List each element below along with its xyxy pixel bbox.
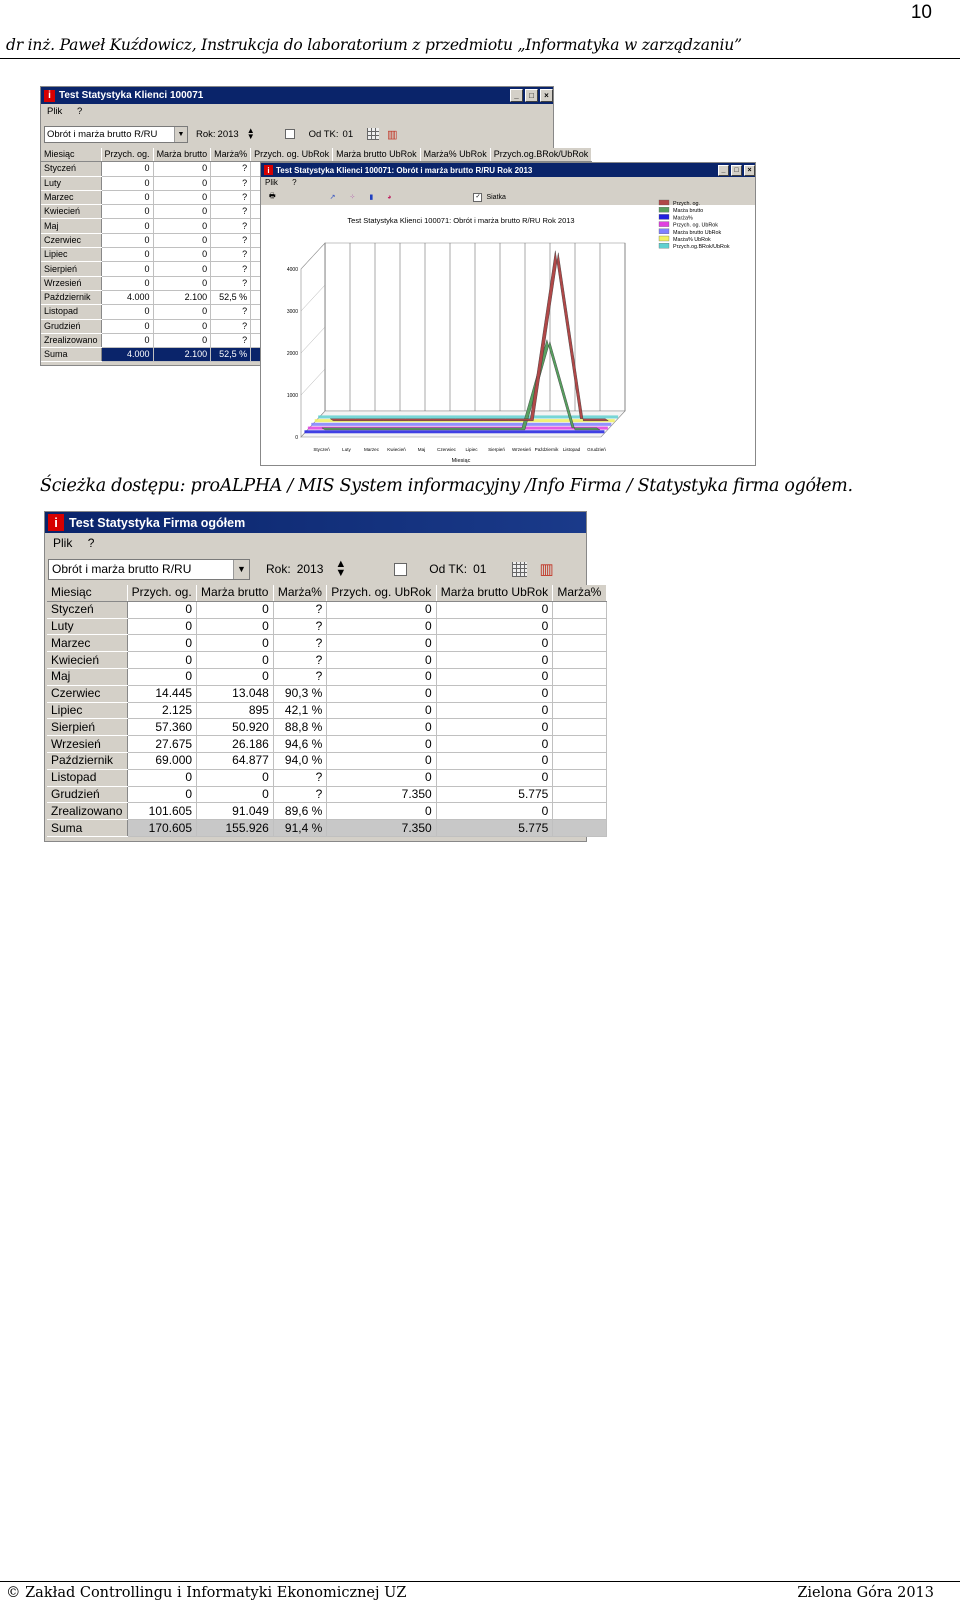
table-cell[interactable]: 2.100 bbox=[153, 290, 211, 304]
table-cell[interactable]: 0 bbox=[153, 219, 211, 233]
table-cell[interactable]: 57.360 bbox=[127, 719, 196, 736]
series-ribbon bbox=[311, 423, 611, 426]
legend-entry: Przych.og.BRok/UbRok bbox=[673, 244, 730, 251]
row-label: Czerwiec bbox=[47, 685, 127, 702]
row-label: Marzec bbox=[41, 190, 101, 204]
table-row[interactable] bbox=[47, 820, 607, 837]
table-cell[interactable]: ? bbox=[273, 652, 326, 669]
table-row[interactable] bbox=[47, 652, 607, 669]
x-tick-label: Marzec bbox=[363, 447, 380, 452]
arrow-up-icon[interactable]: ▲ bbox=[246, 125, 255, 135]
table-cell[interactable]: ? bbox=[211, 248, 251, 262]
row-label: Suma bbox=[47, 820, 127, 837]
table-cell[interactable] bbox=[553, 752, 607, 769]
column-header[interactable]: Marża% bbox=[211, 148, 251, 162]
menu-bar bbox=[45, 533, 586, 553]
app-info-icon: i bbox=[264, 165, 273, 175]
table-cell[interactable] bbox=[553, 803, 607, 820]
series-ribbon bbox=[318, 415, 618, 418]
table-cell[interactable]: 0 bbox=[101, 233, 153, 247]
table-cell[interactable]: 0 bbox=[197, 652, 274, 669]
table-cell[interactable]: ? bbox=[211, 333, 251, 347]
legend-swatch bbox=[659, 214, 669, 219]
row-label: Luty bbox=[41, 176, 101, 190]
bar-chart-icon[interactable]: ▮ bbox=[369, 194, 374, 201]
app-info-icon: i bbox=[44, 90, 55, 102]
table-cell[interactable]: 0 bbox=[436, 769, 553, 786]
x-tick-label: Sierpień bbox=[488, 447, 505, 452]
siatka-checkbox[interactable]: ✓ bbox=[475, 193, 481, 200]
arrow-down-icon[interactable]: ▼ bbox=[246, 132, 255, 141]
column-header[interactable]: Marża brutto bbox=[197, 585, 274, 601]
table-cell[interactable]: 52,5 % bbox=[211, 290, 251, 304]
chevron-down-icon[interactable]: ▼ bbox=[233, 560, 249, 579]
table-cell[interactable]: 0 bbox=[153, 205, 211, 219]
table-cell[interactable]: 0 bbox=[327, 769, 436, 786]
table-cell[interactable]: 0 bbox=[153, 248, 211, 262]
menu-plik[interactable]: Plik bbox=[53, 536, 73, 550]
y-tick-label: 3000 bbox=[286, 309, 298, 315]
table-cell[interactable]: ? bbox=[273, 668, 326, 685]
row-label: Maj bbox=[47, 668, 127, 685]
legend-entry: Marża% bbox=[673, 215, 693, 222]
rok-value: 2013 bbox=[296, 562, 324, 576]
row-label: Suma bbox=[41, 348, 101, 362]
table-view-icon[interactable] bbox=[512, 562, 527, 577]
column-header[interactable]: Miesiąc bbox=[47, 585, 127, 601]
odtk-label: Od TK: bbox=[429, 562, 468, 576]
table-cell[interactable]: 7.350 bbox=[327, 820, 436, 837]
column-header[interactable]: Marża brutto UbRok bbox=[333, 148, 421, 162]
table-cell[interactable]: 7.350 bbox=[327, 786, 436, 803]
legend-entry: Przych. og. bbox=[673, 201, 700, 207]
pie-chart-icon[interactable]: ◕ bbox=[387, 193, 392, 201]
year-spinner[interactable] bbox=[246, 125, 255, 141]
column-header[interactable]: Marża% bbox=[273, 585, 326, 601]
line-chart bbox=[261, 201, 755, 464]
x-tick-label: Lipiec bbox=[465, 447, 478, 452]
table-cell[interactable]: 0 bbox=[101, 219, 153, 233]
chart-view-icon[interactable]: ▥ bbox=[539, 561, 554, 578]
table-cell[interactable]: 27.675 bbox=[127, 736, 196, 753]
table-cell[interactable]: 0 bbox=[153, 333, 211, 347]
legend-entry: Przych. og. UbRok bbox=[673, 222, 718, 229]
table-cell[interactable]: 4.000 bbox=[101, 290, 153, 304]
minimize-button[interactable]: _ bbox=[718, 165, 729, 176]
legend-swatch bbox=[659, 207, 669, 212]
table-cell[interactable]: 170.605 bbox=[127, 820, 196, 837]
x-tick-label: Listopad bbox=[562, 447, 581, 452]
legend-swatch bbox=[659, 229, 669, 234]
table-cell[interactable]: 94,6 % bbox=[273, 736, 326, 753]
x-tick-label: Wrzesień bbox=[511, 447, 532, 452]
close-button[interactable]: × bbox=[540, 89, 553, 102]
table-cell[interactable]: 14.445 bbox=[127, 685, 196, 702]
table-cell[interactable] bbox=[553, 635, 607, 652]
table-cell[interactable]: 0 bbox=[197, 618, 274, 635]
table-cell[interactable] bbox=[553, 685, 607, 702]
table-cell[interactable]: 90,3 % bbox=[273, 685, 326, 702]
table-cell[interactable]: 0 bbox=[127, 618, 196, 635]
table-row[interactable] bbox=[47, 668, 607, 685]
table-cell[interactable]: ? bbox=[273, 635, 326, 652]
table-cell[interactable] bbox=[553, 719, 607, 736]
table-cell[interactable]: 89,6 % bbox=[273, 803, 326, 820]
table-cell[interactable]: 0 bbox=[436, 601, 553, 618]
table-cell[interactable]: 0 bbox=[327, 635, 436, 652]
chevron-down-icon[interactable]: ▼ bbox=[174, 127, 187, 142]
x-tick-label: Luty bbox=[342, 447, 351, 452]
table-cell[interactable]: 0 bbox=[153, 190, 211, 204]
table-cell[interactable] bbox=[553, 820, 607, 837]
series-ribbon bbox=[304, 430, 604, 433]
scatter-chart-icon[interactable]: ⁘ bbox=[349, 194, 356, 201]
table-cell[interactable]: 0 bbox=[153, 319, 211, 333]
menu-help[interactable]: ? bbox=[292, 178, 297, 187]
table-cell[interactable]: 5.775 bbox=[436, 820, 553, 837]
table-cell[interactable]: 0 bbox=[153, 176, 211, 190]
close-button[interactable]: × bbox=[744, 165, 755, 176]
table-row[interactable] bbox=[47, 635, 607, 652]
table-cell[interactable]: 94,0 % bbox=[273, 752, 326, 769]
table-cell[interactable]: ? bbox=[211, 190, 251, 204]
table-cell[interactable] bbox=[553, 769, 607, 786]
odtk-value: 01 bbox=[473, 562, 487, 576]
table-cell[interactable]: 69.000 bbox=[127, 752, 196, 769]
table-cell[interactable]: 0 bbox=[197, 601, 274, 618]
row-label: Styczeń bbox=[47, 601, 127, 618]
table-cell[interactable]: 0 bbox=[127, 786, 196, 803]
row-label: Styczeń bbox=[41, 162, 101, 176]
table-cell[interactable]: ? bbox=[273, 601, 326, 618]
table-cell[interactable]: 0 bbox=[153, 305, 211, 319]
row-label: Listopad bbox=[41, 305, 101, 319]
row-label: Kwiecień bbox=[47, 652, 127, 669]
menu-plik[interactable]: Plik bbox=[47, 106, 63, 117]
row-label: Grudzień bbox=[47, 786, 127, 803]
row-label: Lipiec bbox=[41, 248, 101, 262]
table-cell[interactable]: 0 bbox=[327, 618, 436, 635]
table-cell[interactable]: 0 bbox=[327, 803, 436, 820]
table-cell[interactable]: 50.920 bbox=[197, 719, 274, 736]
table-cell[interactable]: 0 bbox=[327, 719, 436, 736]
maximize-button[interactable]: □ bbox=[731, 165, 742, 176]
header-rule bbox=[0, 58, 960, 59]
table-cell[interactable]: 0 bbox=[436, 652, 553, 669]
table-row[interactable] bbox=[47, 719, 607, 736]
table-cell[interactable]: 2.125 bbox=[127, 702, 196, 719]
table-cell[interactable] bbox=[553, 702, 607, 719]
chart-title: Test Statystyka Klienci 100071: Obrót i marża brutto R/RU Rok 2013 bbox=[347, 216, 575, 225]
legend-swatch bbox=[659, 200, 669, 205]
table-cell[interactable]: 5.775 bbox=[436, 786, 553, 803]
legend-swatch bbox=[659, 222, 669, 227]
row-label: Wrzesień bbox=[47, 736, 127, 753]
legend-swatch bbox=[659, 243, 669, 248]
table-cell[interactable] bbox=[553, 652, 607, 669]
table-cell[interactable]: ? bbox=[211, 262, 251, 276]
title-bar bbox=[45, 512, 586, 533]
table-cell[interactable]: 0 bbox=[101, 205, 153, 219]
toolbar bbox=[45, 553, 586, 585]
grid-checkbox[interactable] bbox=[285, 129, 295, 139]
table-cell[interactable]: 88,8 % bbox=[273, 719, 326, 736]
table-cell[interactable]: 0 bbox=[327, 752, 436, 769]
table-cell[interactable]: 0 bbox=[127, 652, 196, 669]
table-cell[interactable]: 0 bbox=[197, 786, 274, 803]
table-cell[interactable]: 0 bbox=[436, 736, 553, 753]
table-cell[interactable]: 0 bbox=[436, 618, 553, 635]
window-chart bbox=[260, 162, 756, 466]
row-label: Kwiecień bbox=[41, 205, 101, 219]
table-cell[interactable]: 0 bbox=[101, 176, 153, 190]
title-bar bbox=[41, 87, 553, 104]
table-cell[interactable]: 91,4 % bbox=[273, 820, 326, 837]
x-tick-label: Październik bbox=[534, 447, 559, 452]
stats-table bbox=[47, 585, 607, 837]
table-cell[interactable]: 0 bbox=[153, 262, 211, 276]
table-cell[interactable]: ? bbox=[211, 233, 251, 247]
statistic-type-select[interactable] bbox=[48, 559, 250, 580]
footer-right: Zielona Góra 2013 bbox=[797, 1585, 934, 1601]
x-tick-label: Maj bbox=[417, 447, 426, 452]
table-cell[interactable]: 0 bbox=[436, 635, 553, 652]
column-header[interactable]: Przych. og. bbox=[101, 148, 153, 162]
table-row[interactable] bbox=[47, 618, 607, 635]
print-icon[interactable]: 🖶 bbox=[269, 192, 276, 200]
year-spinner[interactable] bbox=[335, 560, 346, 578]
row-label: Sierpień bbox=[47, 719, 127, 736]
select-value: Obrót i marża brutto R/RU bbox=[47, 128, 158, 140]
table-cell[interactable]: 52,5 % bbox=[211, 348, 251, 362]
table-cell[interactable]: 64.877 bbox=[197, 752, 274, 769]
x-tick-label: Styczeń bbox=[313, 447, 330, 452]
menu-bar bbox=[41, 104, 553, 120]
table-cell[interactable]: 0 bbox=[101, 162, 153, 176]
odtk-value: 01 bbox=[342, 128, 354, 140]
table-cell[interactable]: ? bbox=[211, 162, 251, 176]
table-cell[interactable]: 0 bbox=[127, 769, 196, 786]
chart-window-title: Test Statystyka Klienci 100071: Obrót i marża brutto R/RU Rok 2013 bbox=[276, 165, 533, 175]
table-cell[interactable]: 26.186 bbox=[197, 736, 274, 753]
legend-entry: Marża brutto UbRok bbox=[673, 229, 722, 236]
menu-help[interactable]: ? bbox=[76, 106, 83, 117]
row-label: Wrzesień bbox=[41, 276, 101, 290]
y-tick-label: 2000 bbox=[286, 351, 298, 357]
table-cell[interactable]: ? bbox=[273, 618, 326, 635]
app-info-icon: i bbox=[48, 514, 64, 531]
table-cell[interactable]: 0 bbox=[127, 635, 196, 652]
table-cell[interactable]: 0 bbox=[101, 262, 153, 276]
table-cell[interactable]: 0 bbox=[153, 233, 211, 247]
table-cell[interactable] bbox=[553, 786, 607, 803]
table-cell[interactable]: 0 bbox=[327, 601, 436, 618]
row-label: Listopad bbox=[47, 769, 127, 786]
table-cell[interactable]: 0 bbox=[101, 333, 153, 347]
table-cell[interactable]: 0 bbox=[436, 685, 553, 702]
row-label: Luty bbox=[47, 618, 127, 635]
column-header[interactable]: Przych. og. UbRok bbox=[251, 148, 333, 162]
row-label: Sierpień bbox=[41, 262, 101, 276]
row-label: Grudzień bbox=[41, 319, 101, 333]
table-cell[interactable]: 0 bbox=[197, 635, 274, 652]
table-view-icon[interactable] bbox=[367, 128, 379, 140]
table-cell[interactable]: 0 bbox=[327, 702, 436, 719]
column-header[interactable]: Przych. og. bbox=[127, 585, 196, 601]
rok-label: Rok: bbox=[266, 562, 291, 576]
column-header[interactable]: Przych. og. UbRok bbox=[327, 585, 436, 601]
table-cell[interactable]: 0 bbox=[436, 752, 553, 769]
chart-menu-bar bbox=[261, 177, 755, 189]
table-row[interactable] bbox=[47, 736, 607, 753]
table-cell[interactable]: 0 bbox=[436, 803, 553, 820]
table-cell[interactable]: ? bbox=[211, 305, 251, 319]
table-cell[interactable]: 0 bbox=[101, 319, 153, 333]
table-cell[interactable]: 0 bbox=[101, 276, 153, 290]
table-cell[interactable]: 0 bbox=[327, 685, 436, 702]
column-header[interactable]: Marża% bbox=[553, 585, 607, 601]
window-statystyka-firma bbox=[44, 511, 602, 842]
page-number: 10 bbox=[910, 2, 932, 23]
table-cell[interactable]: 0 bbox=[327, 736, 436, 753]
table-cell[interactable] bbox=[553, 618, 607, 635]
odtk-label: Od TK: bbox=[308, 128, 339, 140]
window-title: Test Statystyka Firma ogółem bbox=[69, 515, 246, 530]
table-cell[interactable] bbox=[553, 601, 607, 618]
row-label: Zrealizowano bbox=[41, 333, 101, 347]
column-header[interactable]: Marża brutto bbox=[153, 148, 211, 162]
rok-label: Rok: bbox=[196, 128, 216, 140]
table-cell[interactable]: 13.048 bbox=[197, 685, 274, 702]
table-cell[interactable]: 0 bbox=[153, 162, 211, 176]
toolbar bbox=[41, 120, 553, 148]
row-label: Lipiec bbox=[47, 702, 127, 719]
table-cell[interactable]: 0 bbox=[436, 702, 553, 719]
column-header[interactable]: Marża% UbRok bbox=[420, 148, 490, 162]
table-cell[interactable]: 155.926 bbox=[197, 820, 274, 837]
table-cell[interactable]: ? bbox=[211, 319, 251, 333]
table-cell[interactable]: ? bbox=[211, 276, 251, 290]
table-cell[interactable]: 0 bbox=[101, 305, 153, 319]
table-cell[interactable]: 0 bbox=[127, 601, 196, 618]
y-tick-label: 1000 bbox=[286, 393, 298, 399]
x-axis-label: Miesiąc bbox=[451, 458, 471, 464]
access-path-caption: Ścieżka dostępu: proALPHA / MIS System informacyjny /Info Firma / Statystyka firma ogółem. bbox=[40, 476, 853, 496]
table-cell[interactable]: 2.100 bbox=[153, 348, 211, 362]
table-cell[interactable]: 91.049 bbox=[197, 803, 274, 820]
siatka-label: Siatka bbox=[486, 193, 506, 201]
row-label: Październik bbox=[47, 752, 127, 769]
minimize-button[interactable]: _ bbox=[510, 89, 523, 102]
row-label: Marzec bbox=[47, 635, 127, 652]
y-tick-label: 4000 bbox=[286, 267, 298, 273]
table-cell[interactable]: 0 bbox=[327, 668, 436, 685]
table-row[interactable] bbox=[47, 685, 607, 702]
table-row[interactable] bbox=[47, 769, 607, 786]
legend-swatch bbox=[659, 236, 669, 241]
x-tick-label: Kwiecień bbox=[387, 447, 406, 452]
chart-title-bar bbox=[261, 163, 755, 177]
legend-entry: Marża brutto bbox=[673, 208, 704, 215]
table-row[interactable] bbox=[47, 786, 607, 803]
row-label: Czerwiec bbox=[41, 233, 101, 247]
window-title: Test Statystyka Klienci 100071 bbox=[59, 90, 204, 101]
table-cell[interactable]: 101.605 bbox=[127, 803, 196, 820]
column-header[interactable]: Marża brutto UbRok bbox=[436, 585, 553, 601]
legend-entry: Marża% UbRok bbox=[673, 237, 711, 243]
table-cell[interactable]: ? bbox=[211, 205, 251, 219]
table-cell[interactable]: 0 bbox=[197, 668, 274, 685]
table-cell[interactable]: 42,1 % bbox=[273, 702, 326, 719]
column-header[interactable]: Miesiąc bbox=[41, 148, 101, 162]
table-cell[interactable]: 0 bbox=[197, 769, 274, 786]
row-label: Maj bbox=[41, 219, 101, 233]
table-cell[interactable]: 0 bbox=[127, 668, 196, 685]
table-row[interactable] bbox=[47, 752, 607, 769]
menu-help[interactable]: ? bbox=[87, 536, 95, 550]
row-label: Zrealizowano bbox=[47, 803, 127, 820]
menu-plik[interactable]: Plik bbox=[265, 178, 278, 187]
table-cell[interactable]: ? bbox=[273, 786, 326, 803]
table-cell[interactable]: 0 bbox=[153, 276, 211, 290]
table-cell[interactable] bbox=[553, 736, 607, 753]
maximize-button[interactable]: □ bbox=[525, 89, 538, 102]
y-tick-label: 0 bbox=[295, 435, 298, 441]
column-header[interactable]: Przych.og.BRok/UbRok bbox=[490, 148, 592, 162]
chart-view-icon[interactable]: ▥ bbox=[387, 128, 398, 141]
footer-left: © Zakład Controllingu i Informatyki Ekonomicznej UZ bbox=[6, 1585, 407, 1601]
table-cell[interactable]: 4.000 bbox=[101, 348, 153, 362]
table-cell[interactable]: 0 bbox=[101, 190, 153, 204]
footer-rule bbox=[0, 1581, 960, 1582]
table-row[interactable] bbox=[47, 702, 607, 719]
table-cell[interactable]: 0 bbox=[436, 719, 553, 736]
x-tick-label: Grudzień bbox=[587, 447, 606, 452]
table-cell[interactable]: 0 bbox=[327, 652, 436, 669]
line-chart-icon[interactable]: ↗ bbox=[329, 194, 336, 201]
grid-checkbox[interactable] bbox=[394, 563, 407, 576]
x-tick-label: Czerwiec bbox=[437, 447, 456, 452]
rok-value: 2013 bbox=[217, 128, 239, 140]
table-cell[interactable]: ? bbox=[211, 176, 251, 190]
select-value: Obrót i marża brutto R/RU bbox=[52, 562, 192, 576]
arrow-down-icon[interactable]: ▼ bbox=[335, 567, 347, 579]
table-cell[interactable]: 0 bbox=[101, 248, 153, 262]
table-row[interactable] bbox=[47, 601, 607, 618]
statistic-type-select[interactable] bbox=[44, 126, 188, 143]
table-row[interactable] bbox=[47, 803, 607, 820]
row-label: Październik bbox=[41, 290, 101, 304]
table-cell[interactable]: 895 bbox=[197, 702, 274, 719]
page-header: dr inż. Paweł Kuźdowicz, Instrukcja do laboratorium z przedmiotu „Informatyka w zarządzaniu” bbox=[6, 36, 742, 54]
arrow-up-icon[interactable]: ▲ bbox=[335, 558, 347, 571]
table-cell[interactable]: ? bbox=[273, 769, 326, 786]
table-cell[interactable] bbox=[553, 668, 607, 685]
table-cell[interactable]: ? bbox=[211, 219, 251, 233]
table-cell[interactable]: 0 bbox=[436, 668, 553, 685]
